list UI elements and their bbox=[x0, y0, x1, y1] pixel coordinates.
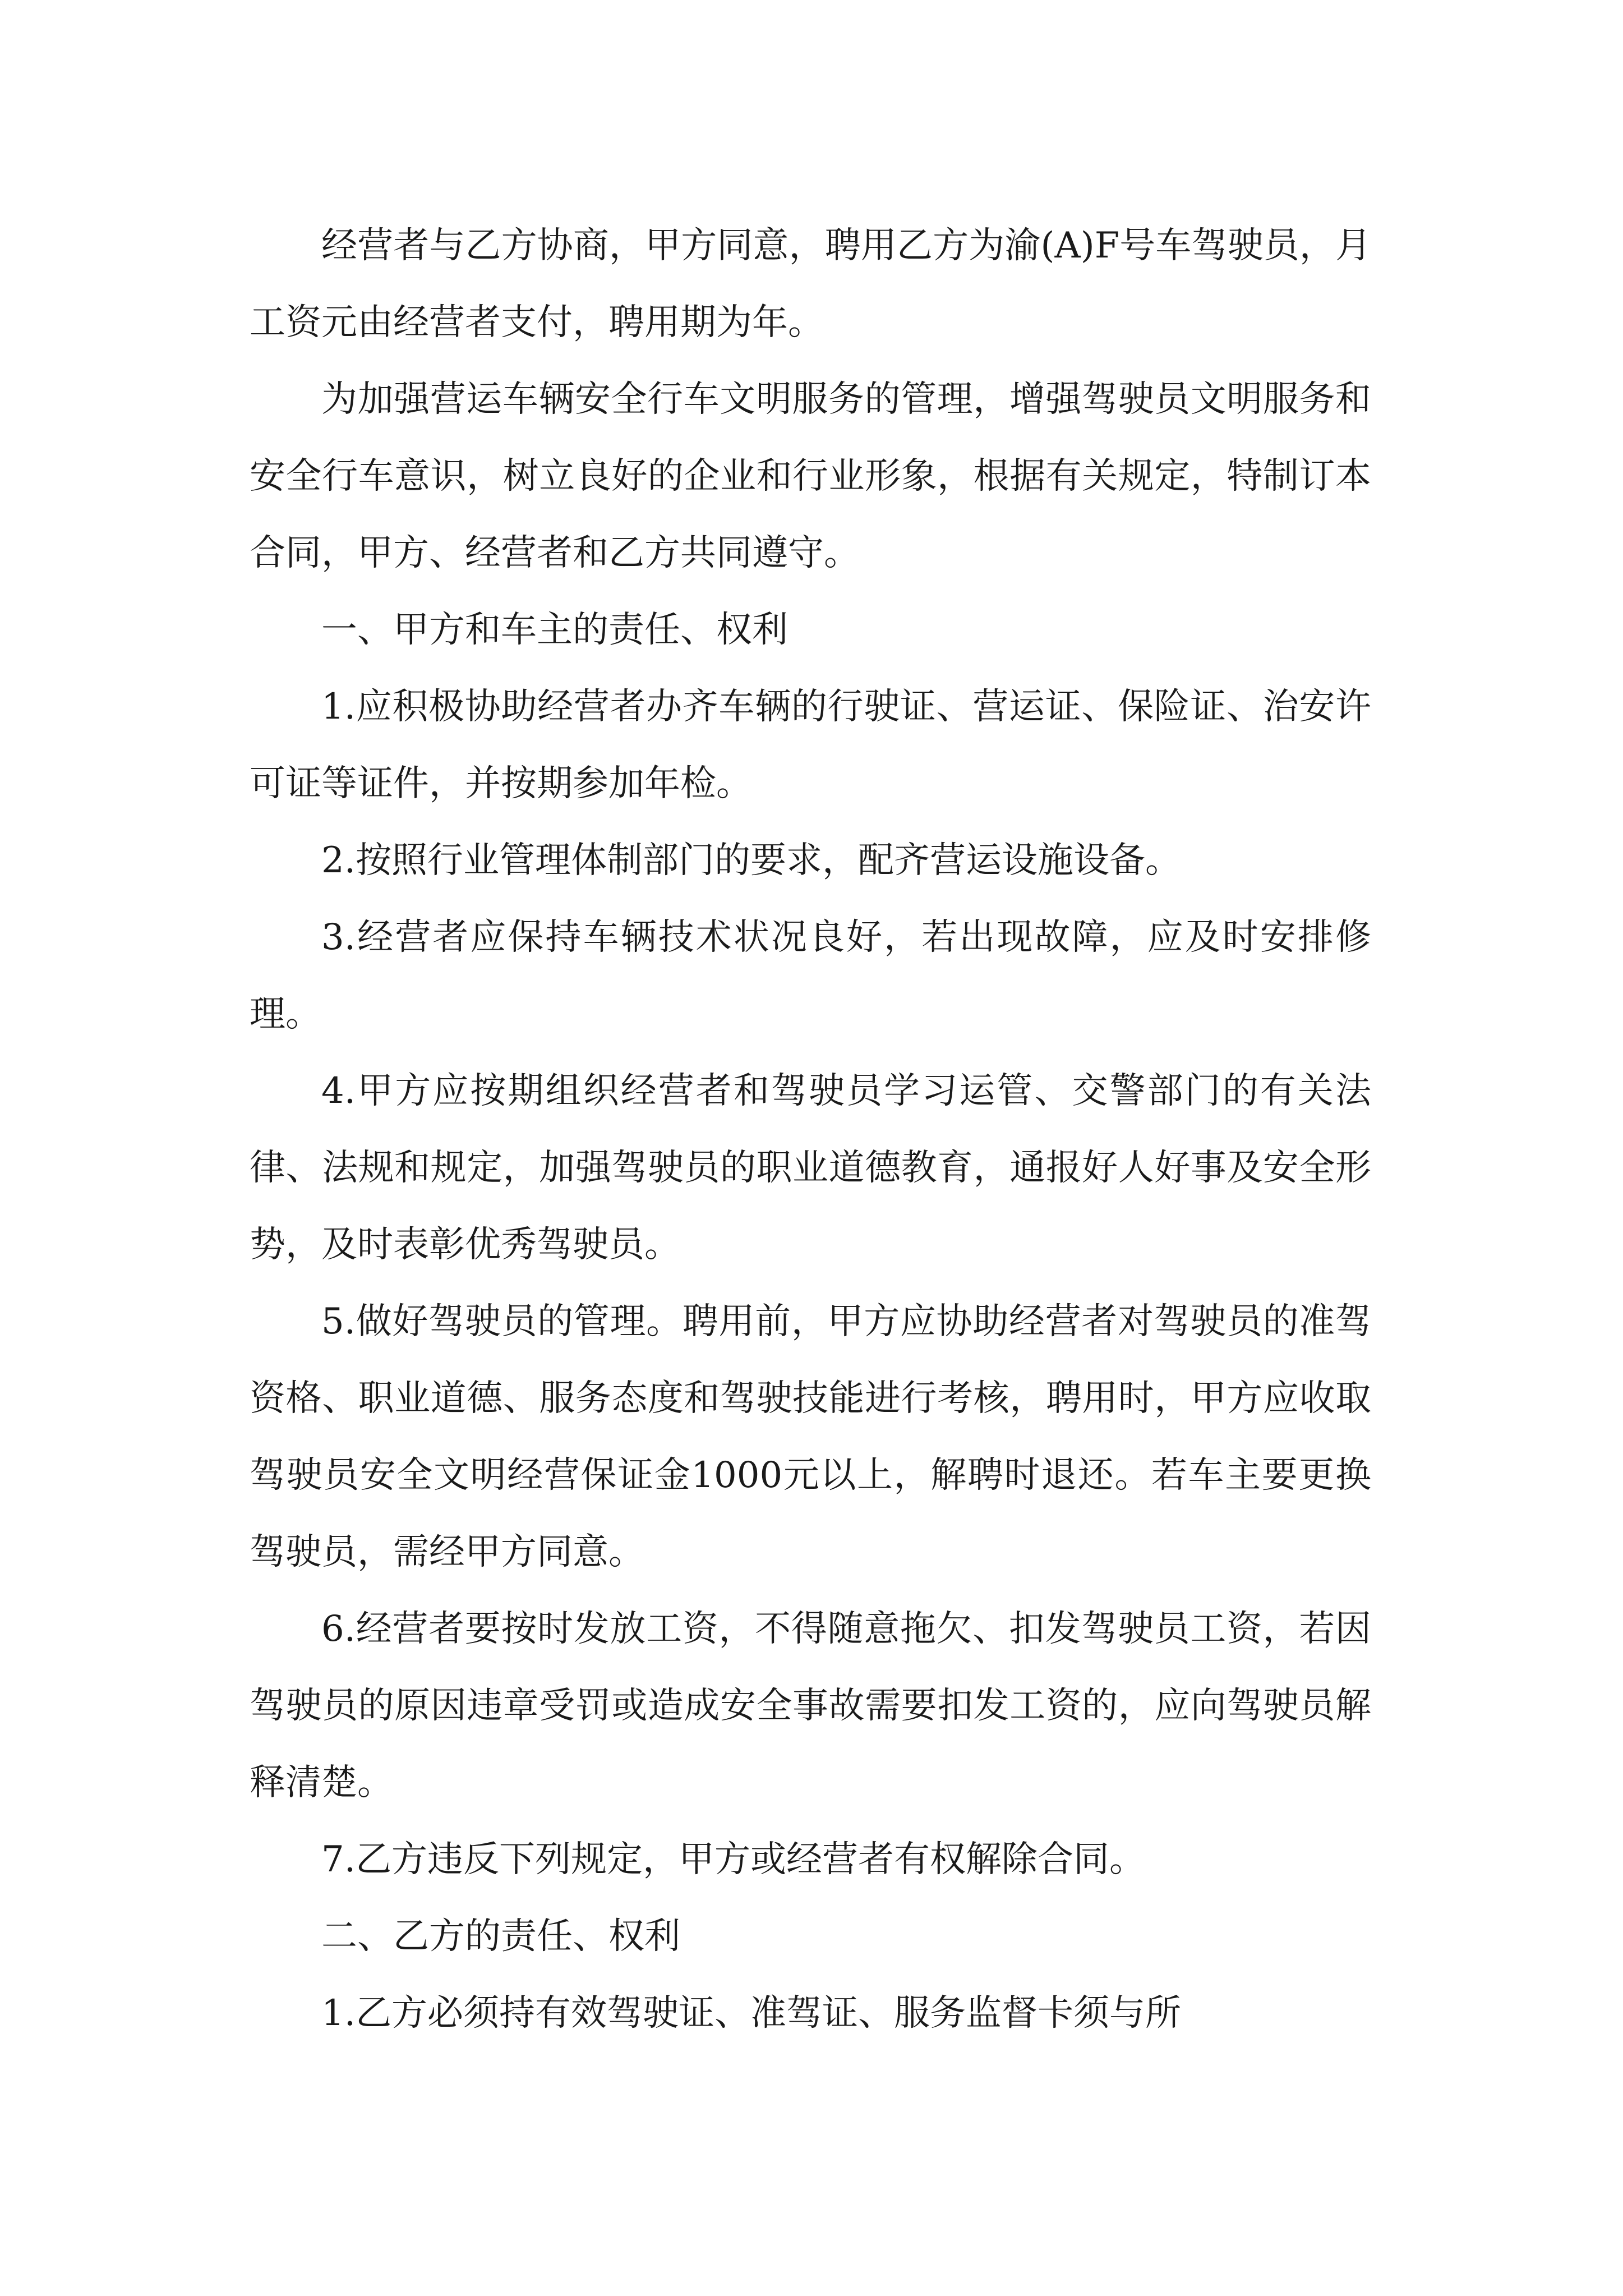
clause-a-2: 2.按照行业管理体制部门的要求，配齐营运设施设备。 bbox=[321, 840, 1182, 881]
document-body bbox=[250, 208, 1371, 2052]
clause-a-4: 4.甲方应按期组织经营者和驾驶员学习运管、交警部门的有关法律、法规和规定，加强驾驶员的职业道德教育，通报好人好事及安全形势，及时表彰优秀驾驶员。 bbox=[250, 1070, 1371, 1266]
clause-a-3: 3.经营者应保持车辆技术状况良好，若出现故障，应及时安排修理。 bbox=[250, 917, 1371, 1035]
clause-a-7: 7.乙方违反下列规定，甲方或经营者有权解除合同。 bbox=[321, 1839, 1146, 1880]
section-heading-party-b: 二、乙方的责任、权利 bbox=[321, 1916, 680, 1957]
clause-a-1: 1.应积极协助经营者办齐车辆的行驶证、营运证、保险证、治安许可证等证件，并按期参加年检。 bbox=[250, 686, 1371, 804]
clause-a-5: 5.做好驾驶员的管理。聘用前，甲方应协助经营者对驾驶员的准驾资格、职业道德、服务态度和驾驶技能进行考核，聘用时，甲方应收取驾驶员安全文明经营保证金1000元以上，解聘时退还。若车主要更换驾驶员，需经甲方同意。 bbox=[250, 1301, 1371, 1573]
section-heading-party-a: 一、甲方和车主的责任、权利 bbox=[321, 609, 788, 651]
clause-b-1: 1.乙方必须持有效驾驶证、准驾证、服务监督卡须与所 bbox=[321, 1993, 1182, 2034]
contract-intro-paragraph: 经营者与乙方协商，甲方同意，聘用乙方为渝(A)F号车驾驶员，月工资元由经营者支付，聘用期为年。 bbox=[250, 225, 1371, 343]
purpose-paragraph: 为加强营运车辆安全行车文明服务的管理，增强驾驶员文明服务和安全行车意识，树立良好的企业和行业形象，根据有关规定，特制订本合同，甲方、经营者和乙方共同遵守。 bbox=[250, 379, 1371, 574]
clause-a-6: 6.经营者要按时发放工资，不得随意拖欠、扣发驾驶员工资，若因驾驶员的原因违章受罚或造成安全事故需要扣发工资的，应向驾驶员解释清楚。 bbox=[250, 1608, 1371, 1803]
